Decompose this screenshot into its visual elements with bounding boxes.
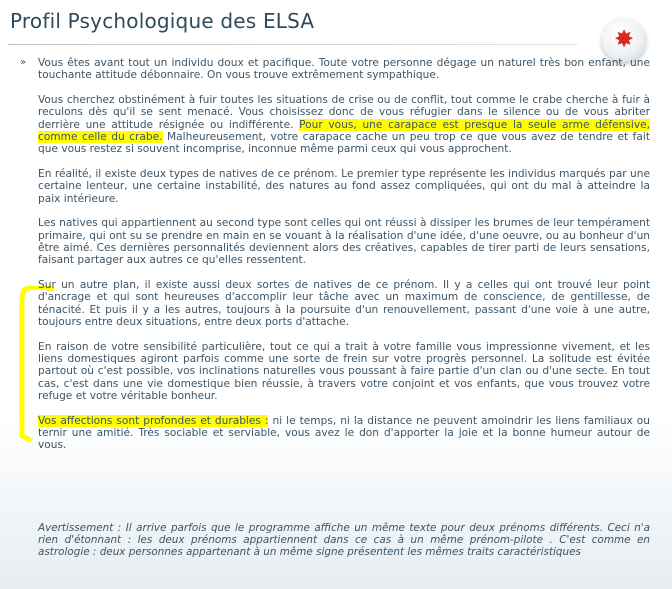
paragraph-2-end: Malheureusement, votre carapace cache un peu trop ce que vous avez de tendre et fait que vous restez si souvent incomprise, inconnue même parmi ceux qui vous approchent. xyxy=(38,130,650,156)
paragraph-3: En réalité, il existe deux types de natives de ce prénom. Le premier type représente les individus marqués par une certaine lenteur, une certaine instabilité, des natures au fond assez compliquées, qui ont du mal à atteindre la paix intérieure. xyxy=(38,168,650,205)
paragraph-7 xyxy=(20,415,650,452)
double-arrow-bullet-icon: » xyxy=(20,57,27,68)
paragraph-2-start: Vous cherchez obstinément à fuir toutes les situations de crise ou de conflit, tout comme le crabe cherche à fuir à reculons dès qu'il se sent menacé. Vous choisissez donc de vous réfugier dans le silence ou de vous abriter derrière une attitude résignée ou indifférente. xyxy=(38,94,650,131)
paragraph-4: Les natives qui appartiennent au second type sont celles qui ont réussi à dissiper les brumes de leur tempérament primaire, qui ont su se prendre en main en se vouant à la réalisation d'une idée, d'une oeuvre, ou au bonheur d'un être aimé. Ces dernières personnalités deviennent alors des créatives, capables de tirer parti de leurs sensations, faisant partager aux autres ce qu'elles ressentent. xyxy=(38,217,650,267)
paragraph-5: Sur un autre plan, il existe aussi deux sortes de natives de ce prénom. Il y a celles qui ont trouvé leur point d'ancrage et qui sont heureuses d'accomplir leur tâche avec un maximum de conscience, de gentillesse, de ténacité. Et puis il y a les autres, toujours à la poursuite d'un renouvellement, passant d'une voie à une autre, toujours entre deux situations, entre deux ports d'attache. xyxy=(38,279,650,329)
highlighted-text: Vos affections sont profondes et durables : xyxy=(38,414,269,427)
star-icon: ✸ xyxy=(613,25,635,53)
paragraph-6: En raison de votre sensibilité particulière, tout ce qui a trait à votre famille vous impressionne vivement, et les liens domestiques agiront parfois comme une sorte de frein sur votre progrès personnel. La solitude est évitée partout où c'est possible, vos inclinations naturelles vous poussant à faire partie d'un clan ou d'une secte. En tout cas, c'est dans une vie domestique bien réussie, à travers votre conjoint et vos enfants, que vous trouvez votre refuge et votre véritable bonheur. xyxy=(38,340,650,403)
paragraph-7-end: ni le temps, ni la distance ne peuvent amoindrir les liens familiaux ou ternir une amitié. Très sociable et serviable, vous avez le don d'apporter la joie et la bonne humeur autour de vous. xyxy=(38,414,650,452)
profile-text xyxy=(20,57,650,464)
page-title: Profil Psychologique des ELSA xyxy=(10,9,315,33)
red-star-badge-icon xyxy=(602,18,646,62)
paragraph-1: Vous êtes avant tout un individu doux et pacifique. Toute votre personne dégage un naturel très bon enfant, une touchante attitude débonnaire. On vous trouve extrêmement sympathique. xyxy=(38,57,650,82)
disclaimer-note: Avertissement : Il arrive parfois que le programme affiche un même texte pour deux prénoms différents. Ceci n'a rien d'étonnant : les deux prénoms appartiennent dans ce cas à un même prénom-pilote . C'est comme en astrologie : deux personnes appartenant à un même signe présentent les mêmes traits caractéristiques xyxy=(38,522,650,559)
title-divider xyxy=(8,44,578,45)
paragraph-2 xyxy=(20,94,650,155)
highlighted-text: Pour vous, une carapace est presque la seule arme défensive, comme celle du crabe. xyxy=(38,118,650,143)
